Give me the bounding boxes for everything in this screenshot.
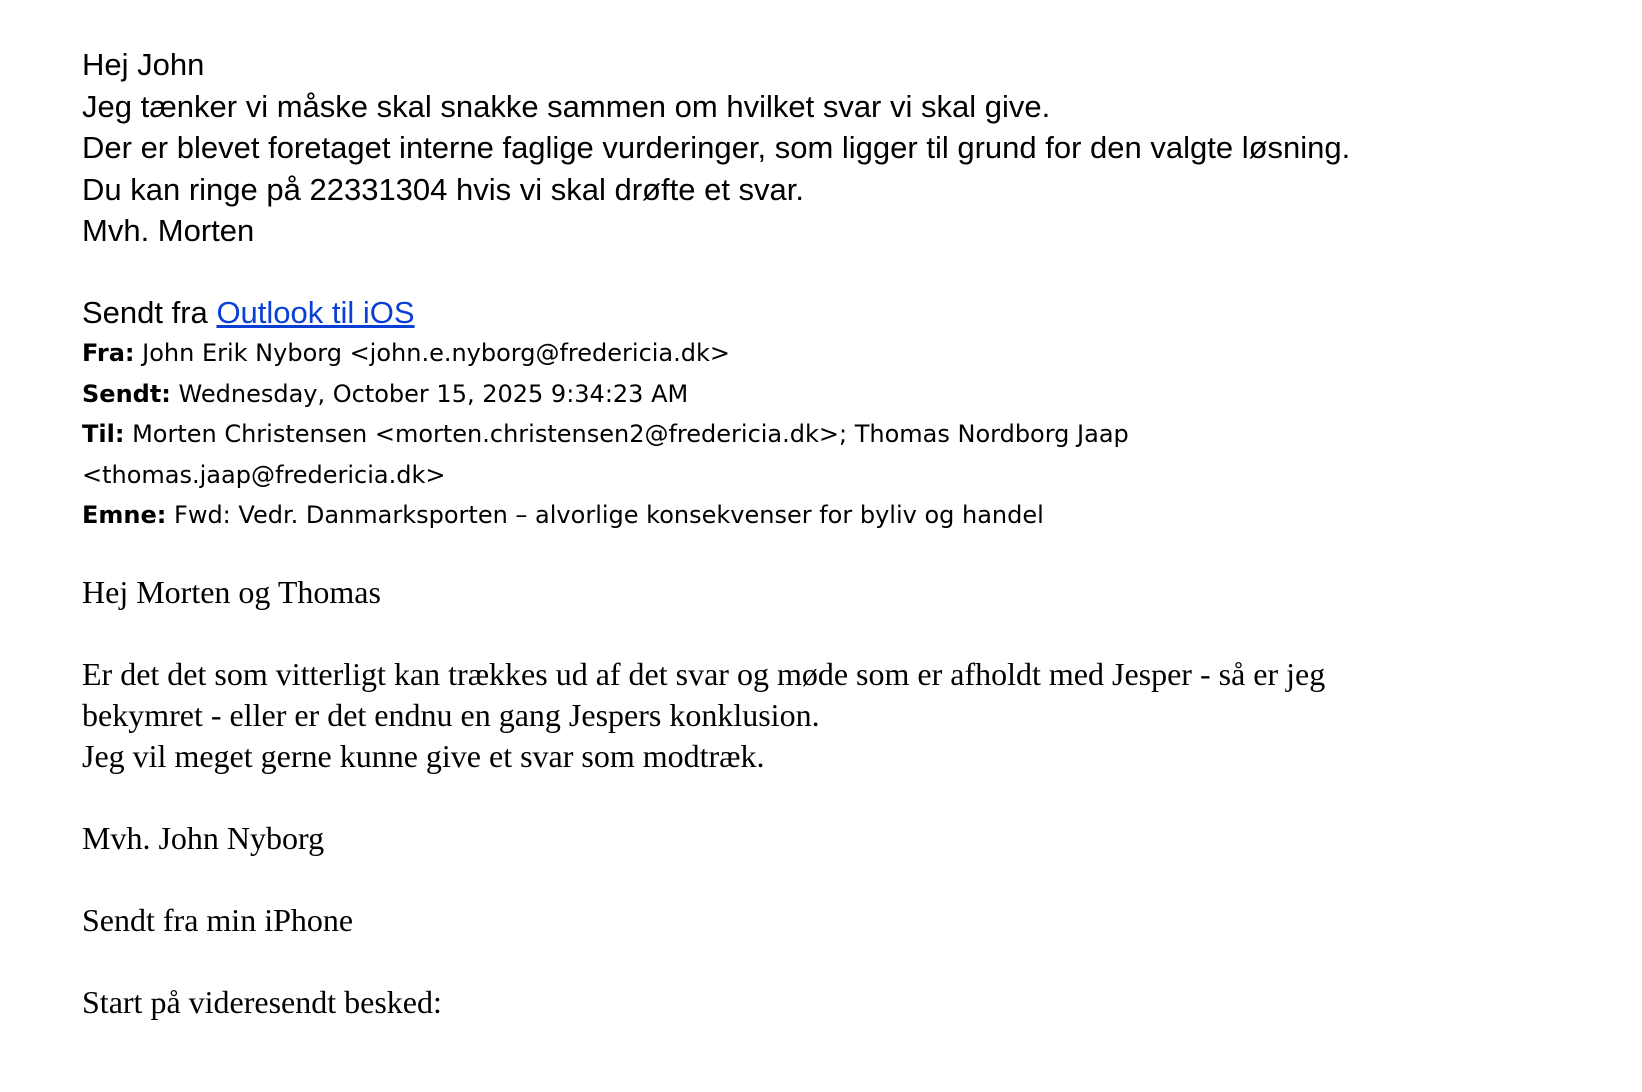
- forwarded-headers: [82, 333, 1622, 536]
- sent-value: Wednesday, October 15, 2025 9:34:23 AM: [178, 379, 689, 408]
- outlook-ios-link[interactable]: Outlook til iOS: [216, 294, 415, 330]
- header-to-continued: [82, 455, 1622, 496]
- forward-greeting: Hej Morten og Thomas: [82, 573, 381, 610]
- subject-value: Fwd: Vedr. Danmarksporten – alvorlige konsekvenser for byliv og handel: [174, 501, 1044, 529]
- reply-sent-from: [82, 292, 1622, 334]
- header-from: [82, 333, 1622, 374]
- reply-line-1: Jeg tænker vi måske skal snakke sammen om hvilket svar vi skal give.: [82, 88, 1051, 124]
- to-label: Til:: [82, 420, 125, 448]
- reply-greeting: Hej John: [82, 47, 205, 82]
- to-value-line-2: <thomas.jaap@fredericia.dk>: [82, 460, 446, 489]
- forward-para-line-2: bekymret - eller er det endnu en gang Jespers konklusion.: [82, 696, 820, 733]
- forward-para-line-1: Er det det som vitterligt kan trækkes ud af det svar og møde som er afholdt med Jesper - så er jeg: [82, 655, 1326, 692]
- email-document: [82, 44, 1622, 1023]
- forwarded-message: [82, 572, 1622, 1023]
- header-to: [82, 414, 1622, 455]
- from-value: John Erik Nyborg <john.e.nyborg@fredericia.dk>: [142, 339, 731, 367]
- reply-message: [82, 44, 1622, 333]
- forward-para-line-3: Jeg vil meget gerne kunne give et svar som modtræk.: [82, 737, 765, 774]
- forward-signoff: Mvh. John Nyborg: [82, 819, 325, 856]
- reply-signoff: Mvh. Morten: [82, 213, 255, 248]
- reply-line-2: Der er blevet foretaget interne faglige vurderinger, som ligger til grund for den valgte løsning.: [82, 130, 1351, 165]
- reply-line-3: Du kan ringe på 22331304 hvis vi skal drøfte et svar.: [82, 171, 805, 207]
- from-label: Fra:: [82, 339, 135, 367]
- header-subject: [82, 495, 1622, 536]
- to-value-line-1: Morten Christensen <morten.christensen2@fredericia.dk>; Thomas Nordborg Jaap: [132, 420, 1129, 448]
- subject-label: Emne:: [82, 501, 167, 529]
- sent-label: Sendt:: [82, 379, 171, 408]
- forward-start: Start på videresendt besked:: [82, 983, 442, 1020]
- sent-from-prefix: Sendt fra: [82, 294, 208, 330]
- forward-sent-from: Sendt fra min iPhone: [82, 901, 354, 938]
- header-sent: [82, 374, 1622, 415]
